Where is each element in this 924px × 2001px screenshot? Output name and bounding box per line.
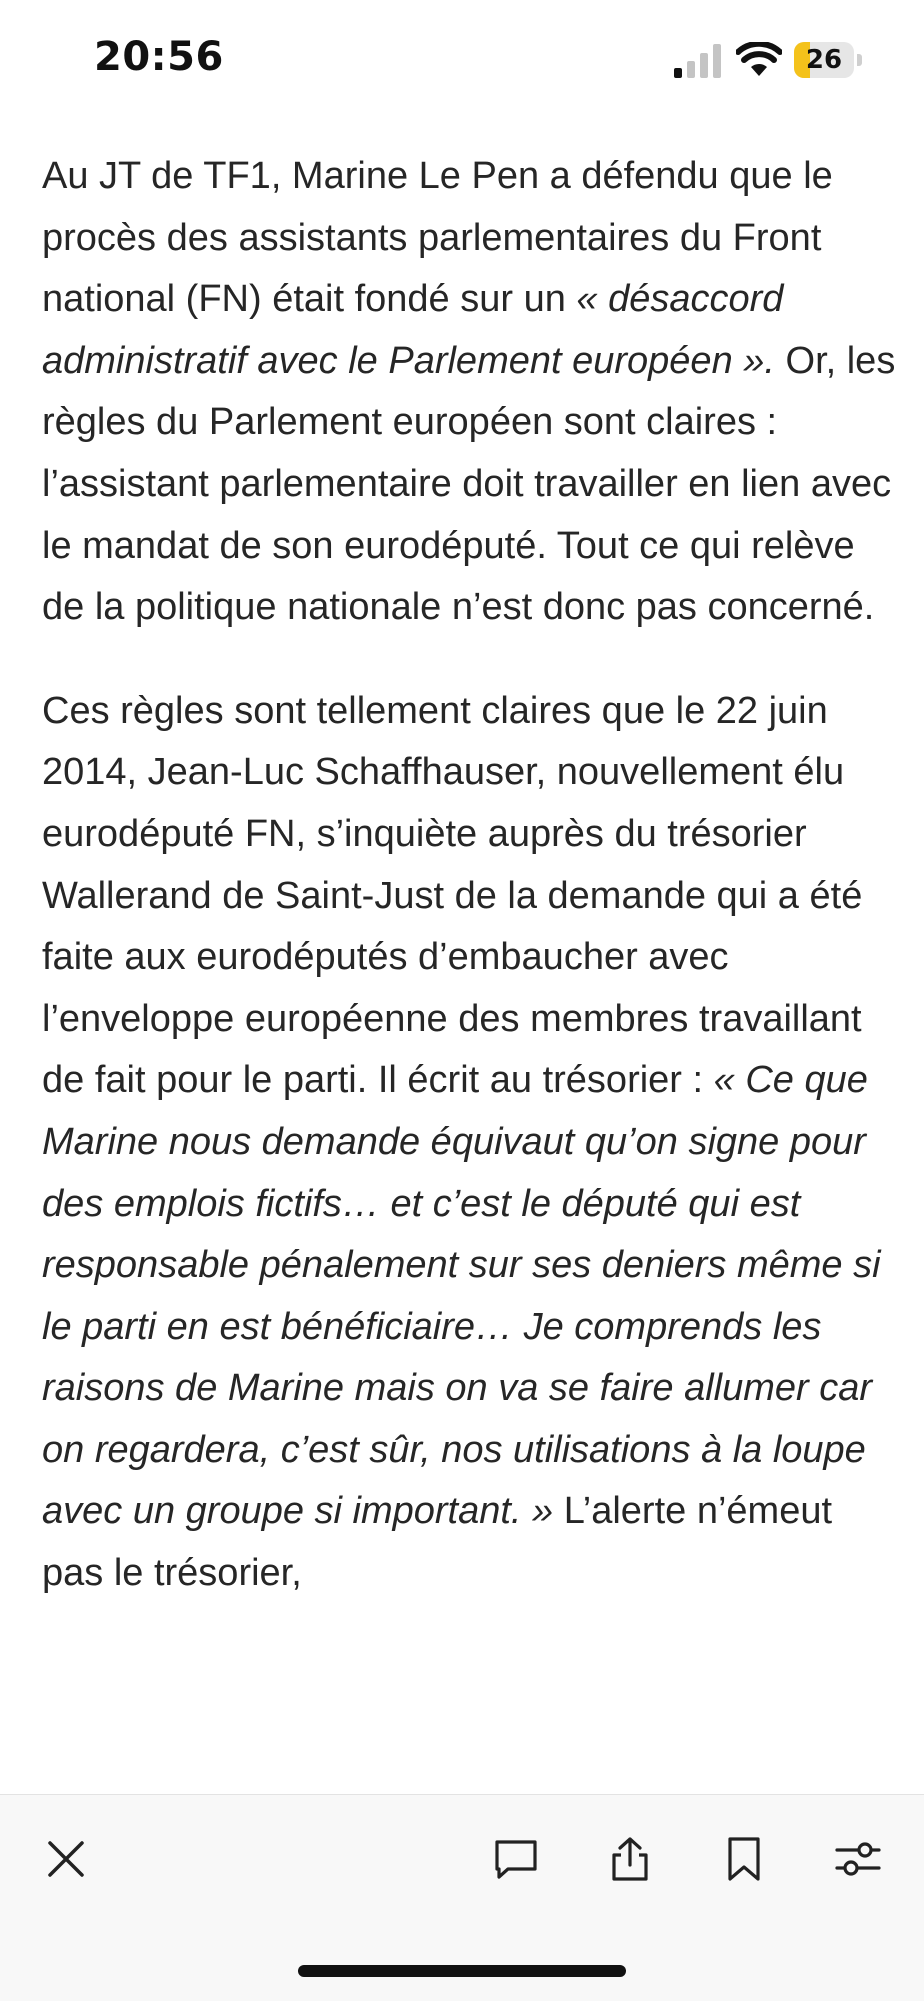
wifi-icon <box>736 42 782 78</box>
cellular-signal-icon <box>674 44 722 78</box>
paragraph-text: Au JT de TF1, Marine Le Pen a défendu que le procès des assistants parlementaires du Front national (FN) était fondé sur un <box>42 155 833 321</box>
close-icon <box>42 1835 90 1883</box>
sliders-icon <box>834 1835 882 1883</box>
bookmark-button[interactable] <box>712 1827 776 1891</box>
paragraph-quote: « désaccord administratif avec le Parlement européen ». <box>42 278 784 382</box>
paragraph-text: L’alerte n’émeut pas le trésorier, <box>42 1490 833 1595</box>
comment-icon <box>492 1835 540 1883</box>
share-icon <box>606 1835 654 1883</box>
close-button[interactable] <box>34 1827 98 1891</box>
battery-level: 26 <box>805 45 843 75</box>
bookmark-icon <box>720 1835 768 1883</box>
article-body <box>42 146 897 1647</box>
battery-icon <box>794 42 862 78</box>
status-time: 20:56 <box>94 34 224 80</box>
home-indicator[interactable] <box>298 1965 626 1977</box>
paragraph-text: Or, les règles du Parlement européen sont claires : l’assistant parlementaire doit travailler en lien avec le mandat de son eurodéputé. Tout ce qui relève de la politique nationale n’est donc pas concerné. <box>42 339 896 629</box>
comments-button[interactable] <box>484 1827 548 1891</box>
article-paragraph <box>42 681 897 1605</box>
status-bar <box>0 0 924 120</box>
reader-settings-button[interactable] <box>826 1827 890 1891</box>
paragraph-quote: « Ce que Marine nous demande équivaut qu’on signe pour des emplois fictifs… et c’est le député qui est responsable pénalement sur ses deniers même si le parti en est bénéficiaire… Je comprends les raisons de Marine mais on va se faire allumer car on regardera, c’est sûr, nos utilisations à la loupe avec un groupe si important. » <box>42 1059 881 1533</box>
paragraph-text: Ces règles sont tellement claires que le 22 juin 2014, Jean-Luc Schaffhauser, nouvellement élu eurodéputé FN, s’inquiète auprès du trésorier Wallerand de Saint-Just de la demande qui a été faite aux eurodéputés d’embaucher avec l’enveloppe européenne des membres travaillant de fait pour le parti. Il écrit au trésorier : <box>42 689 863 1102</box>
article-paragraph <box>42 146 897 639</box>
bottom-toolbar <box>0 1794 924 2001</box>
share-button[interactable] <box>598 1827 662 1891</box>
